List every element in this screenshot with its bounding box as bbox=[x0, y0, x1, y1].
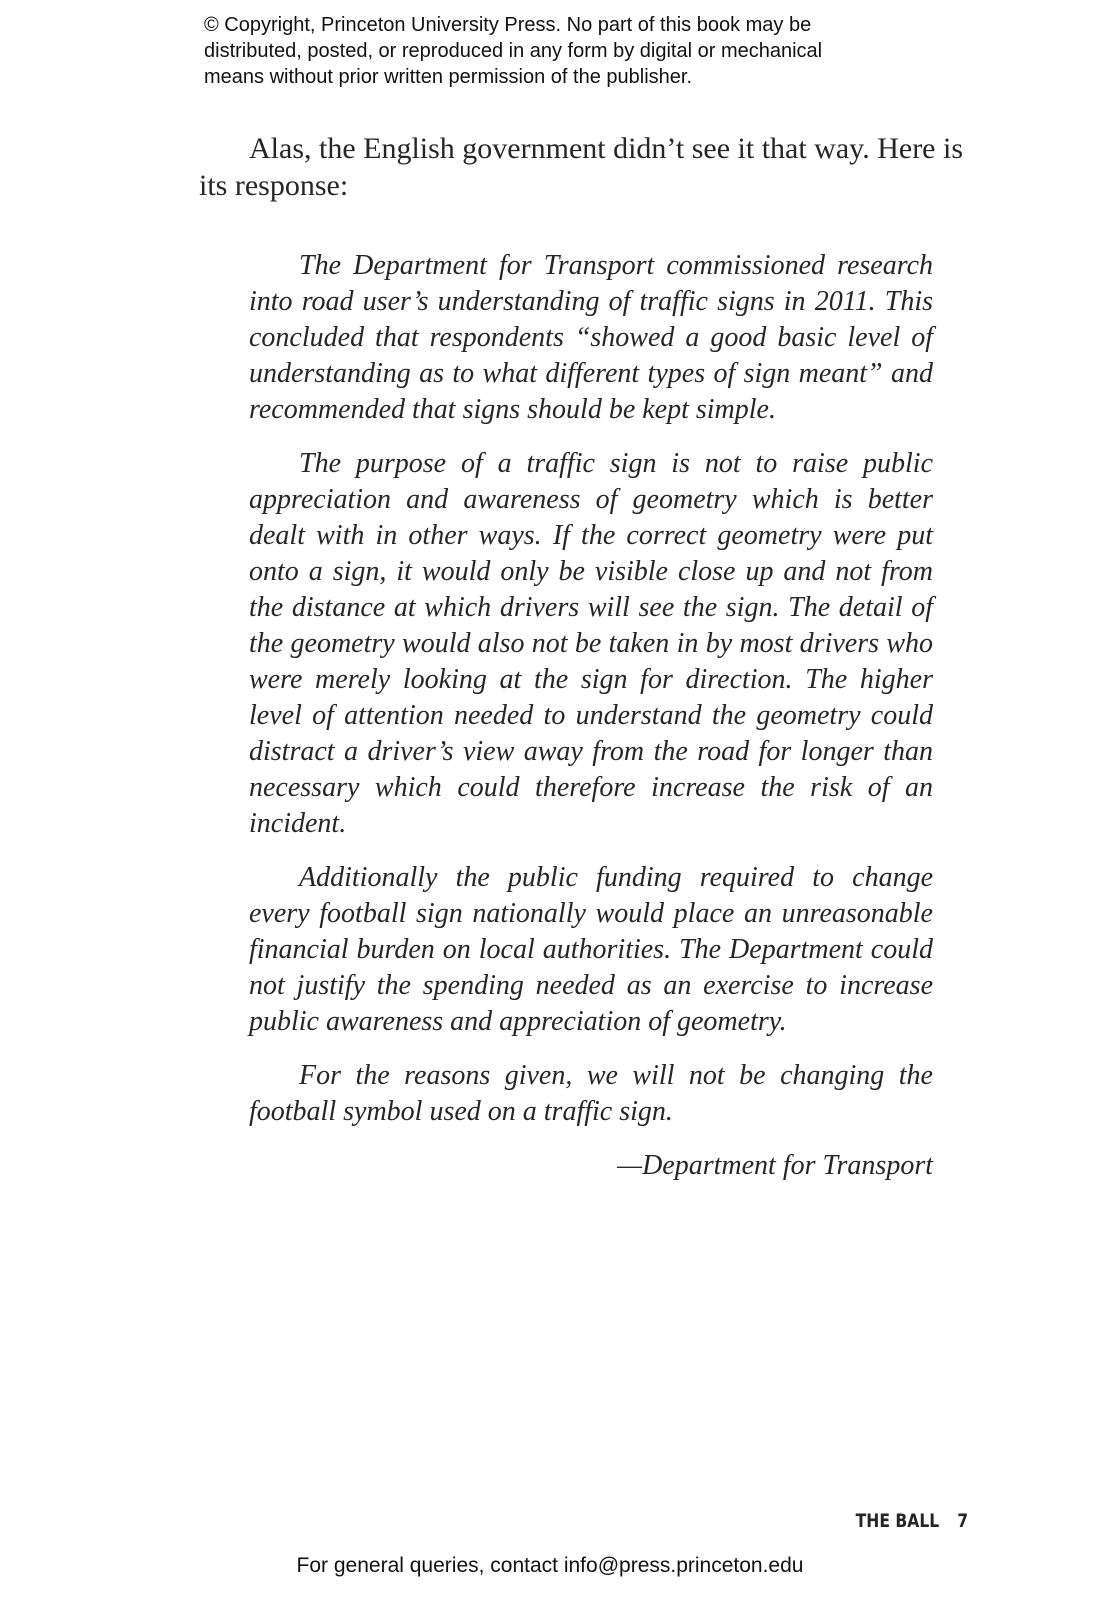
copyright-line: means without prior written permission of the publisher. bbox=[204, 66, 693, 88]
quote-paragraph: The Department for Transport commissioned research into road user’s understanding of traffic signs in 2011. This concluded that respondents “showed a good basic level of understanding as to what different types of sign meant” and recommended that signs should be kept simple. bbox=[249, 250, 933, 425]
quote-attribution: —Department for Transport bbox=[617, 1150, 933, 1181]
copyright-notice bbox=[204, 12, 924, 90]
intro-paragraph: Alas, the English government didn’t see it that way. Here is its response: bbox=[199, 132, 964, 202]
footer-contact: For general queries, contact info@press.princeton.edu bbox=[296, 1554, 804, 1577]
block-quote bbox=[249, 248, 933, 1202]
quote-paragraph: Additionally the public funding required to change every football sign nationally would place an unreasonable financial burden on local authorities. The Department could not justify the spending needed as an exercise to increase public awareness and appreciation of geometry. bbox=[249, 862, 933, 1037]
copyright-line: distributed, posted, or reproduced in any form by digital or mechanical bbox=[204, 40, 823, 62]
copyright-line: © Copyright, Princeton University Press. No part of this book may be bbox=[204, 14, 812, 36]
running-head bbox=[856, 1510, 968, 1532]
quote-paragraph: For the reasons given, we will not be changing the football symbol used on a traffic sign. bbox=[249, 1060, 933, 1127]
chapter-title: THE BALL bbox=[855, 1510, 940, 1532]
page-number: 7 bbox=[957, 1510, 968, 1532]
quote-paragraph: The purpose of a traffic sign is not to raise public appreciation and awareness of geometry which is better dealt with in other ways. If the correct geometry were put onto a sign, it would only be visible close up and not from the distance at which drivers will see the sign. The detail of the geometry would also not be taken in by most drivers who were merely looking at the sign for direction. The higher level of attention needed to understand the geometry could distract a driver’s view away from the road for longer than necessary which could therefore increase the risk of an incident. bbox=[249, 448, 933, 839]
